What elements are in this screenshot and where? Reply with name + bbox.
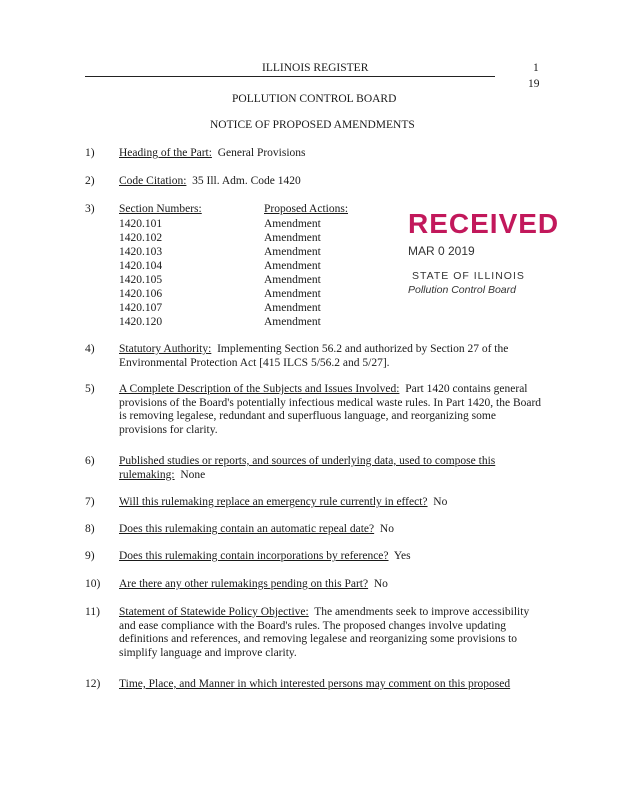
proposed-action: Amendment	[264, 274, 321, 286]
item-value: 35 Ill. Adm. Code 1420	[192, 175, 301, 187]
page-number-top: 1	[533, 62, 539, 74]
item-label: Time, Place, and Manner in which interested persons may comment on this proposed	[119, 678, 511, 690]
stamp-state: STATE OF ILLINOIS	[412, 270, 525, 282]
item-heading	[119, 147, 544, 161]
page-number-bottom: 19	[528, 78, 540, 90]
item-value: No	[373, 578, 388, 590]
proposed-action: Amendment	[264, 302, 321, 314]
item-label: Does this rulemaking contain an automatic repeal date?	[119, 523, 375, 535]
item-policy-objective	[119, 606, 544, 660]
item-number: 6)	[85, 455, 95, 467]
item-number: 4)	[85, 343, 95, 355]
section-number: 1420.104	[119, 260, 163, 272]
item-number: 2)	[85, 175, 95, 187]
section-number: 1420.107	[119, 302, 163, 314]
proposed-action: Amendment	[264, 232, 321, 244]
item-value: General Provisions	[217, 147, 306, 159]
item-number: 5)	[85, 383, 95, 395]
item-number: 10)	[85, 578, 101, 590]
item-number: 8)	[85, 523, 95, 535]
proposed-action: Amendment	[264, 246, 321, 258]
proposed-action: Amendment	[264, 288, 321, 300]
item-number: 11)	[85, 606, 100, 618]
proposed-action: Amendment	[264, 260, 321, 272]
section-number: 1420.105	[119, 274, 163, 286]
stamp-date: MAR 0 2019	[408, 244, 475, 258]
item-number: 12)	[85, 678, 101, 690]
register-title: ILLINOIS REGISTER	[262, 62, 369, 74]
section-number: 1420.120	[119, 316, 163, 328]
item-number: 7)	[85, 496, 95, 508]
item-code-citation	[119, 175, 544, 189]
proposed-action: Amendment	[264, 218, 321, 230]
item-label: Will this rulemaking replace an emergency rule currently in effect?	[119, 496, 428, 508]
board-title: POLLUTION CONTROL BOARD	[232, 93, 397, 105]
item-comment-time	[119, 678, 544, 692]
item-label: Statutory Authority:	[119, 343, 212, 355]
item-number: 3)	[85, 203, 95, 215]
proposed-actions-header: Proposed Actions:	[264, 203, 349, 215]
item-label: Are there any other rulemakings pending on this Part?	[119, 578, 369, 590]
item-statutory-authority	[119, 343, 544, 370]
section-number: 1420.102	[119, 232, 163, 244]
item-label: Code Citation:	[119, 175, 187, 187]
item-label: Statement of Statewide Policy Objective:	[119, 606, 309, 618]
section-number: 1420.103	[119, 246, 163, 258]
item-pending-rulemakings	[119, 578, 544, 592]
item-label: Published studies or reports, and sources of underlying data, used to compose this rulemaking:	[119, 455, 496, 481]
item-label: A Complete Description of the Subjects and Issues Involved:	[119, 383, 400, 395]
section-number: 1420.106	[119, 288, 163, 300]
item-value: No	[379, 523, 394, 535]
item-value: Part 1420 contains general provisions of the Board's potentially infectious medical waste rules. In Part 1420, the Board is removing legalese, redundant and superfluous language, and reorganizing some provisions for clarity.	[119, 383, 542, 436]
notice-title: NOTICE OF PROPOSED AMENDMENTS	[210, 119, 415, 131]
item-value: The amendments seek to improve accessibility and ease compliance with the Board's rules. The proposed changes involve updating definitions and references, and removing legalese and reorganizing some provisions to simplify language and improve clarity.	[119, 606, 530, 659]
stamp-received: RECEIVED	[408, 208, 560, 239]
proposed-action: Amendment	[264, 316, 321, 328]
item-value: No	[433, 496, 448, 508]
item-value: Yes	[393, 550, 411, 562]
item-description	[119, 383, 544, 437]
section-numbers-header: Section Numbers:	[119, 203, 202, 215]
item-number: 9)	[85, 550, 95, 562]
header-rule	[85, 76, 495, 77]
item-number: 1)	[85, 147, 95, 159]
item-value: None	[180, 468, 206, 481]
item-emergency-rule	[119, 496, 544, 510]
section-number: 1420.101	[119, 218, 163, 230]
item-label: Heading of the Part:	[119, 147, 212, 159]
stamp-board: Pollution Control Board	[408, 284, 516, 296]
received-stamp	[408, 208, 560, 308]
item-repeal-date	[119, 523, 544, 537]
item-value: Implementing Section 56.2 and authorized by Section 27 of the Environmental Protection Act [415 ILCS 5/56.2 and 5/27].	[119, 343, 509, 369]
item-label: Does this rulemaking contain incorporations by reference?	[119, 550, 389, 562]
item-incorporations	[119, 550, 544, 564]
item-studies	[119, 455, 544, 482]
